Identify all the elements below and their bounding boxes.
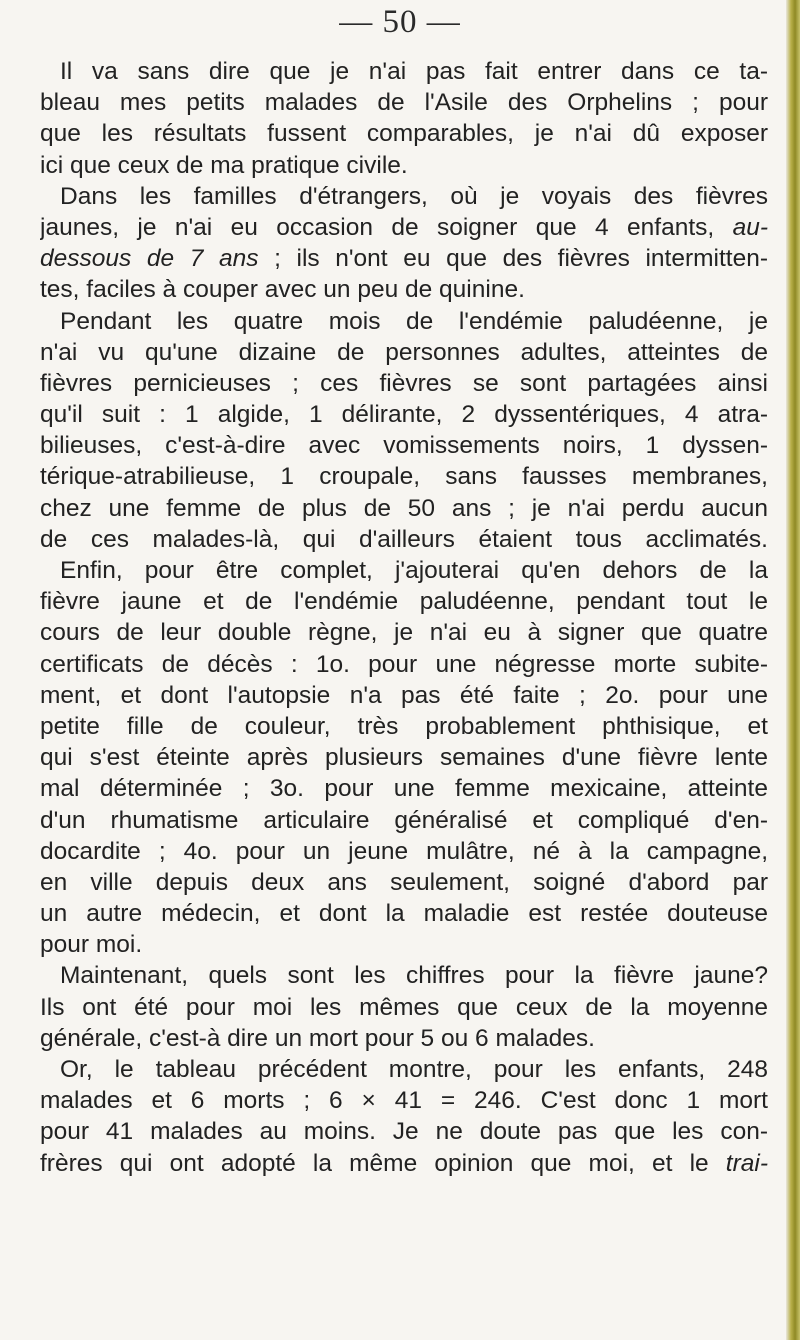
text-body: [40, 56, 768, 1179]
text-line: [40, 992, 768, 1023]
text-line: [40, 617, 768, 648]
line-text: mal déterminée ; 3o. pour une femme mexicaine, atteinte: [40, 775, 768, 803]
line-text: petite fille de couleur, très probablement phthisique, et: [40, 712, 768, 740]
text-line: [40, 337, 768, 368]
line-text: Maintenant, quels sont les chiffres pour la fièvre jaune?: [60, 962, 768, 990]
text-line: [40, 368, 768, 399]
italic-text: au-: [732, 213, 768, 241]
text-line: [40, 1023, 768, 1054]
text-line: [40, 118, 768, 149]
line-text: malades et 6 morts ; 6 × 41 = 246. C'est donc 1 mort: [40, 1087, 768, 1115]
text-line: [40, 524, 768, 555]
line-text: Il va sans dire que je n'ai pas fait entrer dans ce ta-: [60, 58, 768, 85]
line-text: bilieuses, c'est-à-dire avec vomissements noirs, 1 dyssen-: [40, 432, 768, 460]
line-text: Dans les familles d'étrangers, où je voyais des fièvres: [60, 182, 768, 210]
text-line: [40, 493, 768, 524]
text-line: [40, 461, 768, 492]
italic-text: dessous de 7 ans: [40, 245, 259, 273]
text-line: [40, 1054, 768, 1085]
line-text: frères qui ont adopté la même opinion que moi, et le: [40, 1149, 709, 1177]
text-line: [40, 274, 768, 305]
line-text: pour 41 malades au moins. Je ne doute pas que les con-: [40, 1118, 768, 1146]
line-text: Enfin, pour être complet, j'ajouterai qu'en dehors de la: [60, 557, 768, 584]
line-text: qui s'est éteinte après plusieurs semaines d'une fièvre lente: [40, 744, 768, 772]
text-line: [40, 649, 768, 680]
line-text: certificats de décès : 1o. pour une négresse morte subite-: [40, 650, 768, 678]
line-text: générale, c'est-à dire un mort pour 5 ou 6 malades.: [40, 1024, 595, 1052]
text-line: [40, 680, 768, 711]
line-text: fièvre jaune et de l'endémie paludéenne, pendant tout le: [40, 588, 768, 616]
page-number: — 50 —: [339, 4, 461, 40]
text-line: [40, 805, 768, 836]
line-text: cours de leur double règne, je n'ai eu à signer que quatre: [40, 619, 768, 647]
line-text: d'un rhumatisme articulaire généralisé et compliqué d'en-: [40, 806, 768, 834]
italic-text: trai-: [725, 1149, 768, 1177]
text-line: [40, 1085, 768, 1116]
text-line: [40, 181, 768, 212]
line-text: fièvres pernicieuses ; ces fièvres se sont partagées ainsi: [40, 369, 768, 397]
text-line: [40, 867, 768, 898]
line-text: tes, faciles à couper avec un peu de quinine.: [40, 276, 525, 304]
line-text: qu'il suit : 1 algide, 1 délirante, 2 dyssentériques, 4 atra-: [40, 401, 768, 429]
text-line: [40, 711, 768, 742]
text-line: [40, 836, 768, 867]
text-line: [40, 87, 768, 118]
text-line: [40, 1116, 768, 1147]
line-text: docardite ; 4o. pour un jeune mulâtre, né à la campagne,: [40, 837, 768, 865]
text-line: [40, 586, 768, 617]
line-text: pour moi.: [40, 931, 143, 959]
text-line: [40, 742, 768, 773]
line-text: de ces malades-là, qui d'ailleurs étaient tous acclimatés.: [40, 525, 768, 553]
line-text: en ville depuis deux ans seulement, soigné d'abord par: [40, 868, 768, 896]
page-edge: [786, 0, 800, 1340]
line-text: Ils ont été pour moi les mêmes que ceux de la moyenne: [40, 993, 768, 1021]
text-line: [40, 430, 768, 461]
line-text: ment, et dont l'autopsie n'a pas été faite ; 2o. pour une: [40, 681, 768, 709]
line-text: que les résultats fussent comparables, je n'ai dû exposer: [40, 120, 768, 148]
line-text: jaunes, je n'ai eu occasion de soigner que 4 enfants,: [40, 213, 715, 241]
text-line: [40, 1148, 768, 1179]
text-line: [40, 56, 768, 87]
text-line: [40, 898, 768, 929]
text-line: [40, 306, 768, 337]
line-text: ici que ceux de ma pratique civile.: [40, 151, 408, 179]
line-text: un autre médecin, et dont la maladie est restée douteuse: [40, 900, 768, 928]
text-line: [40, 243, 768, 274]
line-text: térique-atrabilieuse, 1 croupale, sans fausses membranes,: [40, 463, 768, 491]
text-line: [40, 212, 768, 243]
line-text: Or, le tableau précédent montre, pour les enfants, 248: [60, 1056, 768, 1083]
line-text: chez une femme de plus de 50 ans ; je n'ai perdu aucun: [40, 494, 768, 522]
text-line: [40, 773, 768, 804]
line-text: n'ai vu qu'une dizaine de personnes adultes, atteintes de: [40, 338, 768, 366]
line-text: bleau mes petits malades de l'Asile des Orphelins ; pour: [40, 89, 768, 117]
text-line: [40, 399, 768, 430]
text-line: [40, 960, 768, 991]
line-text: Pendant les quatre mois de l'endémie paludéenne, je: [60, 307, 768, 335]
text-line: [40, 555, 768, 586]
line-text: ; ils n'ont eu que des fièvres intermitten-: [258, 245, 768, 273]
text-line: [40, 150, 768, 181]
text-line: [40, 929, 768, 960]
